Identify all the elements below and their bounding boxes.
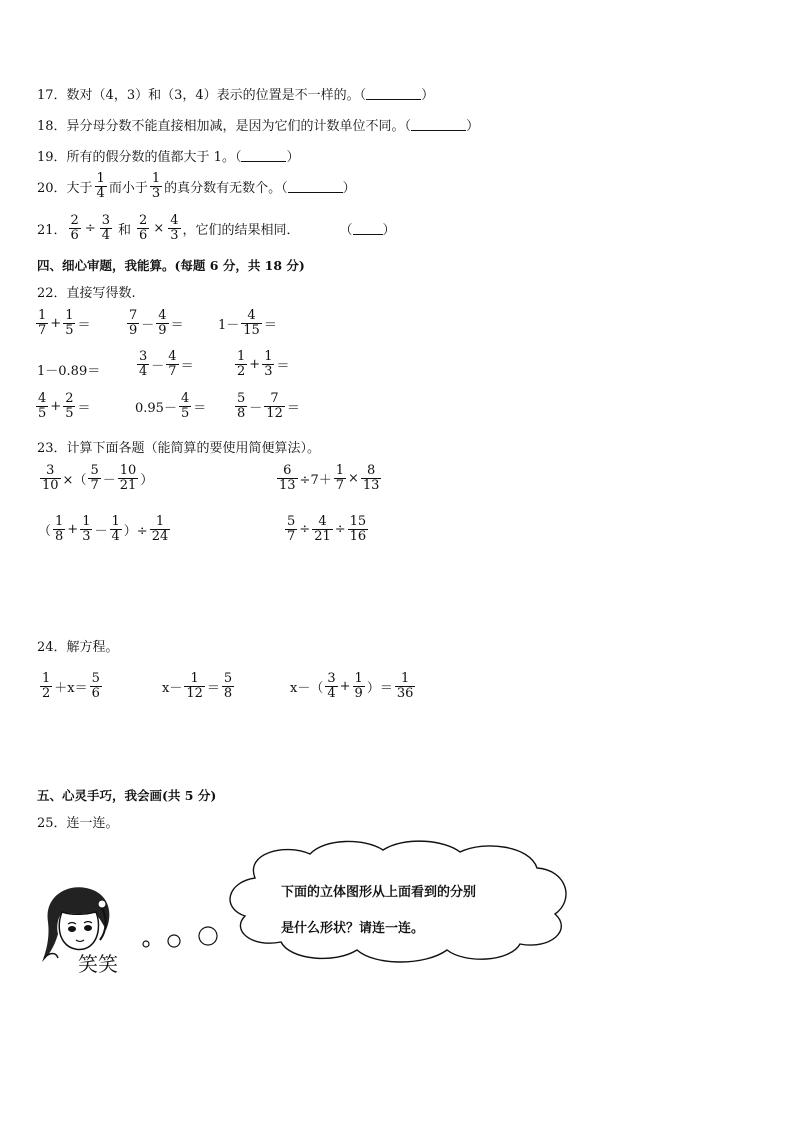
fraction bbox=[63, 309, 75, 337]
question-17 bbox=[37, 84, 434, 103]
operator-text: + bbox=[67, 521, 79, 537]
fraction bbox=[137, 214, 149, 242]
numerator: 15 bbox=[349, 514, 367, 529]
denominator: 6 bbox=[91, 685, 100, 701]
fraction bbox=[63, 392, 75, 420]
denominator: 13 bbox=[362, 477, 380, 493]
operator-text: x－（ bbox=[290, 680, 324, 696]
fraction bbox=[36, 392, 48, 420]
fraction bbox=[90, 672, 102, 700]
numerator: 3 bbox=[327, 671, 336, 686]
q23-expr-2 bbox=[275, 464, 383, 492]
q22-expr bbox=[34, 392, 90, 420]
fraction bbox=[395, 672, 416, 700]
operator-text: 0.95－ bbox=[135, 400, 177, 416]
denominator: 3 bbox=[151, 185, 161, 201]
denominator: 2 bbox=[42, 685, 51, 701]
denominator: 5 bbox=[180, 405, 190, 421]
fraction bbox=[69, 214, 81, 242]
q17-number: 17． bbox=[37, 88, 67, 103]
section-4-heading: 四、细心审题，我能算。(每题 6 分，共 18 分) bbox=[37, 258, 305, 273]
denominator: 3 bbox=[264, 363, 273, 379]
denominator: 9 bbox=[354, 685, 363, 701]
fraction bbox=[353, 672, 365, 700]
fraction bbox=[166, 350, 178, 378]
denominator: 9 bbox=[158, 322, 167, 338]
q22-expr bbox=[135, 350, 194, 378]
q19-text: 所有的假分数的值都大于 1。（ bbox=[66, 150, 242, 165]
denominator: 13 bbox=[279, 477, 296, 493]
numerator: 1 bbox=[38, 308, 47, 323]
numerator: 4 bbox=[247, 308, 256, 323]
q23-expr-3 bbox=[38, 515, 172, 543]
denominator: 15 bbox=[243, 322, 260, 338]
answer-blank[interactable] bbox=[411, 118, 466, 131]
fraction bbox=[179, 392, 191, 420]
denominator: 4 bbox=[327, 685, 336, 701]
fraction bbox=[118, 464, 139, 492]
denominator: 9 bbox=[129, 322, 138, 338]
fraction bbox=[325, 672, 337, 700]
operator-text: + bbox=[249, 356, 261, 372]
fraction bbox=[285, 515, 297, 543]
q19-number: 19． bbox=[37, 150, 67, 165]
operator-text: － bbox=[102, 472, 116, 488]
fraction bbox=[312, 515, 333, 543]
denominator: 5 bbox=[38, 405, 47, 421]
q18-close: ） bbox=[466, 119, 480, 134]
answer-blank[interactable] bbox=[241, 149, 286, 162]
operator-text: ＝ bbox=[193, 400, 207, 416]
equation-3 bbox=[290, 672, 417, 700]
q22-expr bbox=[135, 392, 206, 420]
fraction bbox=[222, 672, 234, 700]
operator-text: ＝ bbox=[77, 400, 91, 416]
q21-text: ，它们的结果相同． bbox=[182, 222, 300, 238]
q23-expr-1 bbox=[38, 464, 153, 492]
fraction bbox=[277, 464, 298, 492]
denominator: 5 bbox=[65, 405, 74, 421]
operator-text: ＝ bbox=[206, 680, 220, 696]
q17-close: ） bbox=[421, 88, 435, 103]
q22-title: 22．直接写得数. bbox=[37, 286, 136, 301]
bubble-line-1: 下面的立体图形从上面看到的分别 bbox=[281, 885, 477, 900]
answer-blank[interactable] bbox=[288, 180, 343, 193]
operator-text: － bbox=[94, 523, 108, 539]
denominator: 3 bbox=[82, 528, 91, 544]
numerator: 5 bbox=[90, 463, 99, 478]
fraction bbox=[137, 350, 149, 378]
operator-text: ＝ bbox=[180, 358, 194, 374]
denominator: 8 bbox=[223, 685, 233, 701]
numerator: 1 bbox=[264, 349, 273, 364]
denominator: 10 bbox=[42, 477, 59, 493]
question-19 bbox=[37, 146, 299, 165]
operator-text: ）÷ bbox=[123, 523, 148, 539]
numerator: 4 bbox=[318, 514, 327, 529]
section-5-heading: 五、心灵手巧，我会画(共 5 分) bbox=[37, 788, 217, 803]
denominator: 5 bbox=[65, 322, 74, 338]
q23-title: 23．计算下面各题（能简算的要使用简便算法）。 bbox=[37, 441, 321, 456]
q18-number: 18． bbox=[37, 119, 67, 134]
q23-expr-4 bbox=[283, 515, 370, 543]
operator-text: － bbox=[141, 317, 155, 333]
q19-close: ） bbox=[286, 150, 300, 165]
q20-post: 的真分数有无数个。（ bbox=[164, 180, 288, 196]
operator-text: ＝ bbox=[286, 400, 300, 416]
character-name: 笑笑 bbox=[78, 952, 118, 976]
operator-text: ÷ bbox=[299, 521, 311, 537]
denominator: 6 bbox=[139, 227, 148, 243]
denominator: 24 bbox=[151, 528, 169, 544]
q21-open: （ bbox=[339, 222, 353, 238]
fraction bbox=[156, 309, 168, 337]
operator-text: （ bbox=[38, 523, 52, 539]
denominator: 6 bbox=[70, 227, 79, 243]
numerator: 2 bbox=[139, 213, 148, 228]
operator-text: ×（ bbox=[62, 472, 87, 488]
operator-text: 1－ bbox=[218, 317, 240, 333]
numerator: 1 bbox=[335, 463, 344, 478]
fraction bbox=[95, 172, 107, 200]
denominator: 8 bbox=[237, 405, 246, 421]
operator-text: x－ bbox=[162, 680, 183, 696]
question-20 bbox=[37, 172, 356, 200]
operator-text: ＝ bbox=[77, 317, 91, 333]
denominator: 7 bbox=[90, 477, 99, 493]
numerator: 5 bbox=[91, 671, 100, 686]
operator-text: － bbox=[249, 400, 263, 416]
denominator: 4 bbox=[139, 363, 148, 379]
answer-blank[interactable] bbox=[366, 87, 421, 100]
numerator: 2 bbox=[65, 391, 74, 406]
operator-text: ） bbox=[140, 472, 154, 488]
numerator: 10 bbox=[119, 463, 137, 478]
operator-text: × bbox=[348, 470, 359, 486]
numerator: 4 bbox=[180, 391, 190, 406]
denominator: 21 bbox=[119, 477, 137, 493]
q22-expr bbox=[233, 350, 289, 378]
numerator: 8 bbox=[367, 463, 376, 478]
denominator: 7 bbox=[38, 322, 47, 338]
numerator: 1 bbox=[55, 514, 64, 529]
fraction bbox=[348, 515, 369, 543]
denominator: 2 bbox=[237, 363, 246, 379]
operator-text: ＋x＝ bbox=[54, 680, 88, 696]
question-21 bbox=[37, 214, 396, 242]
fraction bbox=[361, 464, 382, 492]
denominator: 4 bbox=[96, 185, 105, 201]
fraction bbox=[100, 214, 112, 242]
q18-text: 异分母分数不能直接相加减，是因为它们的计数单位不同。（ bbox=[66, 119, 412, 134]
fraction bbox=[235, 392, 247, 420]
question-18 bbox=[37, 115, 479, 134]
bubble-line-2: 是什么形状？请连一连。 bbox=[281, 921, 425, 936]
q24-title: 24．解方程。 bbox=[37, 640, 119, 655]
q22-expr: 1－0.89＝ bbox=[37, 364, 101, 379]
operator-text: + bbox=[50, 315, 62, 331]
numerator: 1 bbox=[111, 514, 120, 529]
fraction bbox=[168, 214, 180, 242]
fraction bbox=[36, 309, 48, 337]
fraction bbox=[264, 392, 285, 420]
numerator: 5 bbox=[223, 671, 233, 686]
numerator: 1 bbox=[96, 171, 105, 186]
thought-cloud bbox=[215, 838, 585, 968]
q21-number: 21． bbox=[37, 222, 67, 238]
numerator: 1 bbox=[190, 671, 199, 686]
operator-text: ）＝ bbox=[366, 680, 393, 696]
numerator: 4 bbox=[170, 213, 179, 228]
q20-pre: 20．大于 bbox=[37, 180, 93, 196]
operator-text: ＝ bbox=[276, 358, 290, 374]
fraction bbox=[241, 309, 262, 337]
numerator: 1 bbox=[155, 514, 165, 529]
divide-sign: ÷ bbox=[84, 220, 96, 236]
denominator: 4 bbox=[111, 528, 120, 544]
operator-text: ÷7＋ bbox=[299, 472, 332, 488]
equation-1 bbox=[38, 672, 104, 700]
operator-text: + bbox=[339, 678, 351, 694]
times-sign: × bbox=[153, 220, 165, 236]
numerator: 5 bbox=[287, 514, 296, 529]
fraction bbox=[150, 172, 162, 200]
fraction bbox=[127, 309, 139, 337]
numerator: 1 bbox=[151, 171, 161, 186]
numerator: 1 bbox=[65, 308, 74, 323]
q22-expr bbox=[125, 309, 184, 337]
numerator: 3 bbox=[139, 349, 148, 364]
numerator: 7 bbox=[129, 308, 138, 323]
fraction bbox=[40, 672, 52, 700]
q20-close: ） bbox=[342, 180, 356, 196]
fraction bbox=[53, 515, 65, 543]
numerator: 1 bbox=[354, 671, 363, 686]
q25-title: 25．连一连。 bbox=[37, 816, 119, 831]
q22-expr bbox=[218, 309, 277, 337]
operator-text: ＝ bbox=[170, 317, 184, 333]
fraction bbox=[88, 464, 100, 492]
fraction bbox=[235, 350, 247, 378]
operator-text: ÷ bbox=[334, 521, 346, 537]
equation-2 bbox=[162, 672, 236, 700]
q17-text: 数对（4，3）和（3，4）表示的位置是不一样的。（ bbox=[66, 88, 367, 103]
numerator: 1 bbox=[237, 349, 246, 364]
denominator: 7 bbox=[287, 528, 296, 544]
denominator: 12 bbox=[186, 685, 203, 701]
denominator: 36 bbox=[396, 685, 414, 701]
numerator: 7 bbox=[270, 391, 279, 406]
denominator: 7 bbox=[335, 477, 344, 493]
numerator: 3 bbox=[101, 213, 111, 228]
denominator: 7 bbox=[168, 363, 177, 379]
fraction bbox=[262, 350, 274, 378]
q22-expr bbox=[34, 309, 90, 337]
denominator: 4 bbox=[101, 227, 111, 243]
numerator: 2 bbox=[70, 213, 79, 228]
fraction bbox=[40, 464, 61, 492]
answer-blank[interactable] bbox=[353, 222, 383, 235]
q21-close: ） bbox=[382, 222, 396, 238]
fraction bbox=[150, 515, 171, 543]
numerator: 4 bbox=[158, 308, 167, 323]
denominator: 12 bbox=[266, 405, 283, 421]
fraction bbox=[334, 464, 346, 492]
numerator: 4 bbox=[38, 391, 47, 406]
denominator: 16 bbox=[349, 528, 367, 544]
denominator: 8 bbox=[55, 528, 64, 544]
denominator: 21 bbox=[314, 528, 331, 544]
operator-text: + bbox=[50, 398, 62, 414]
numerator: 5 bbox=[237, 391, 246, 406]
fraction bbox=[80, 515, 92, 543]
thought-circles bbox=[138, 922, 222, 952]
numerator: 6 bbox=[283, 463, 292, 478]
denominator: 3 bbox=[170, 227, 179, 243]
q20-mid: 而小于 bbox=[108, 180, 148, 196]
operator-text: ＝ bbox=[263, 317, 277, 333]
fraction bbox=[184, 672, 205, 700]
numerator: 3 bbox=[46, 463, 55, 478]
numerator: 4 bbox=[168, 349, 177, 364]
numerator: 1 bbox=[400, 671, 410, 686]
operator-text: － bbox=[151, 358, 165, 374]
fraction bbox=[110, 515, 122, 543]
q21-and: 和 bbox=[118, 222, 132, 238]
numerator: 1 bbox=[42, 671, 51, 686]
q22-expr bbox=[233, 392, 300, 420]
numerator: 1 bbox=[82, 514, 91, 529]
